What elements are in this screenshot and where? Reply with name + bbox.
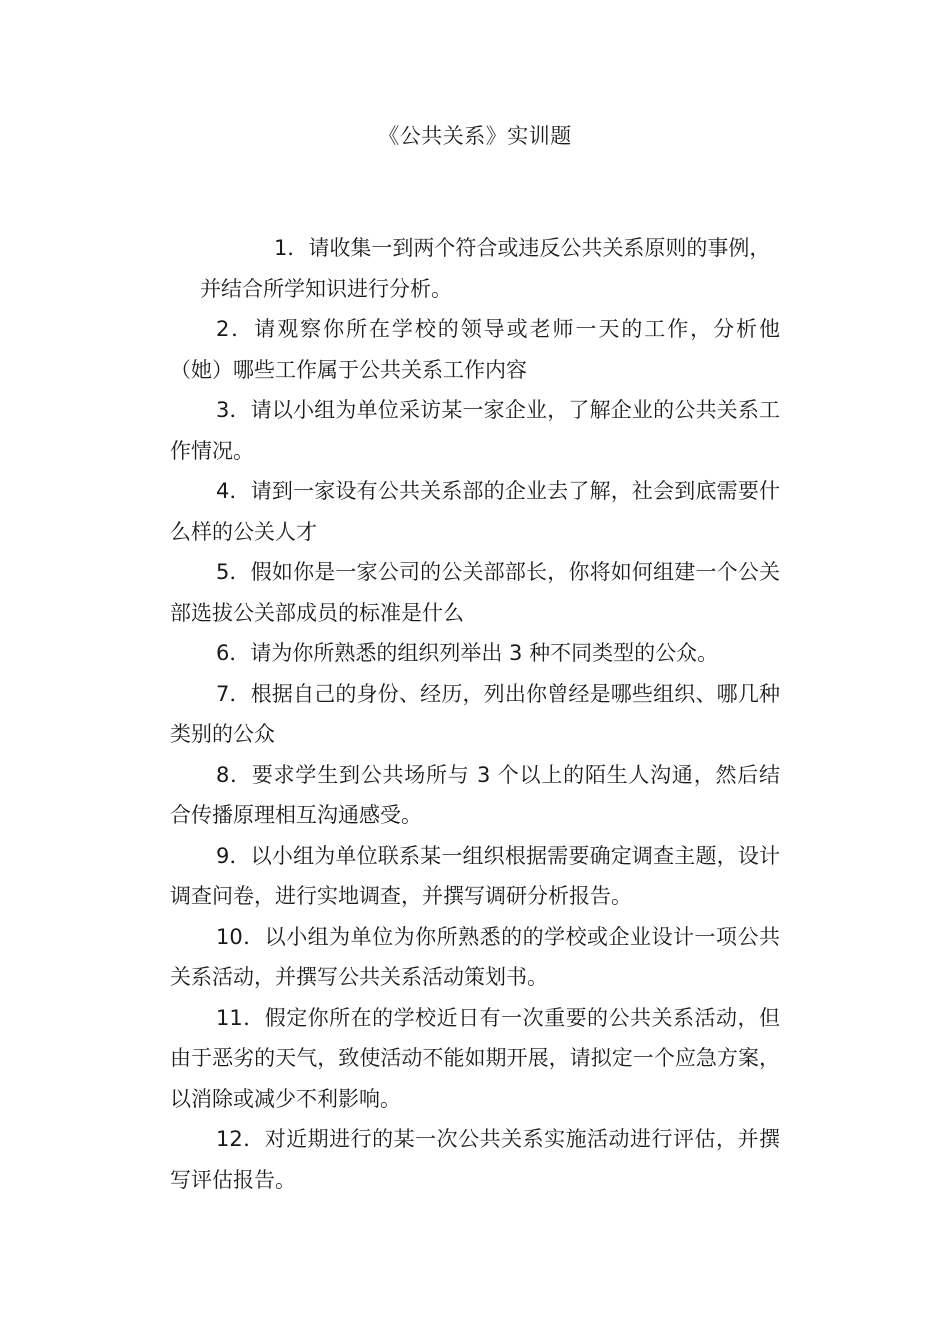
exercise-list (170, 228, 780, 1200)
exercise-item-1-line2: 并结合所学知识进行分析。 (200, 276, 452, 301)
exercise-item-1 (170, 228, 780, 269)
exercise-item-5: 5．假如你是一家公司的公关部部长，你将如何组建一个公关部选拔公关部成员的标准是什么 (170, 560, 780, 625)
exercise-item-8: 8．要求学生到公共场所与 3 个以上的陌生人沟通，然后结合传播原理相互沟通感受。 (170, 762, 780, 827)
document-title: 《公共关系》实训题 (378, 124, 572, 148)
exercise-item-3: 3．请以小组为单位采访某一家企业，了解企业的公共关系工作情况。 (170, 398, 780, 463)
exercise-item-12: 12．对近期进行的某一次公共关系实施活动进行评估，并撰写评估报告。 (170, 1127, 780, 1192)
exercise-item-1-line1: 1．请收集一到两个符合或违反公共关系原则的事例， (274, 236, 771, 260)
exercise-item-11: 11．假定你所在的学校近日有一次重要的公共关系活动，但由于恶劣的天气，致使活动不能如期开展，请拟定一个应急方案，以消除或减少不利影响。 (170, 1005, 780, 1111)
exercise-item-9: 9．以小组为单位联系某一组织根据需要确定调查主题，设计调查问卷，进行实地调查，并撰写调研分析报告。 (170, 843, 780, 908)
exercise-item-10: 10．以小组为单位为你所熟悉的的学校或企业设计一项公共关系活动，并撰写公共关系活动策划书。 (170, 924, 780, 989)
exercise-item-2: 2．请观察你所在学校的领导或老师一天的工作，分析他（她）哪些工作属于公共关系工作内容 (170, 317, 780, 382)
exercise-item-7: 7．根据自己的身份、经历，列出你曾经是哪些组织、哪几种类别的公众 (170, 681, 780, 746)
exercise-item-1-cont (170, 269, 780, 310)
exercise-item-6: 6．请为你所熟悉的组织列举出 3 种不同类型的公众。 (216, 641, 719, 665)
exercise-item-4: 4．请到一家设有公共关系部的企业去了解，社会到底需要什么样的公关人才 (170, 479, 780, 544)
